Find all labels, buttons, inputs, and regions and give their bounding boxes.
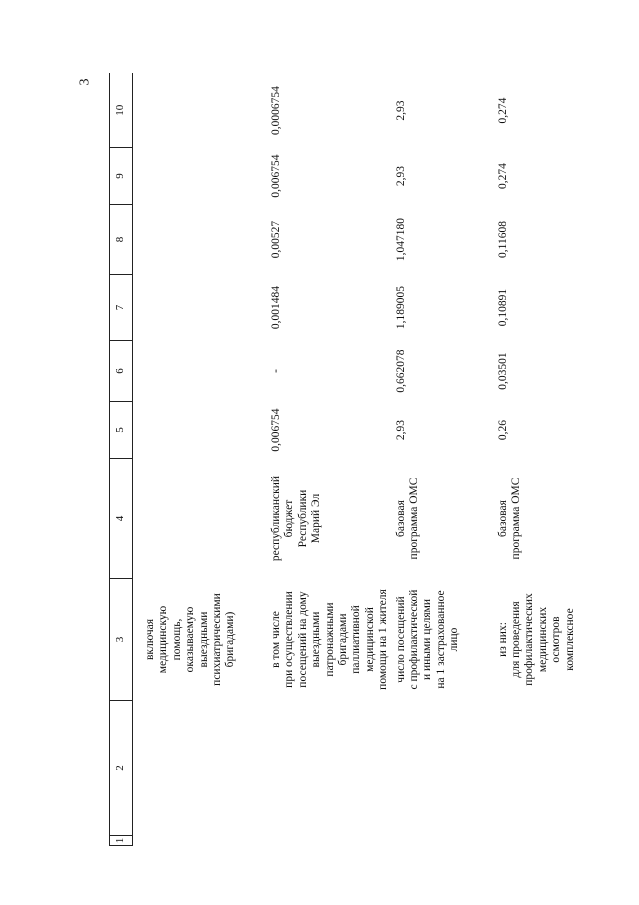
column-header-4: 4	[110, 459, 133, 579]
cell-col10: 0,0006754	[270, 86, 282, 135]
cell-col7: 1,189005	[394, 285, 407, 330]
column-header-7: 7	[110, 275, 133, 341]
description-line: психиатрическими	[211, 593, 224, 686]
cell-col8: 0,11608	[496, 221, 509, 258]
column-header-5: 5	[110, 402, 133, 459]
funding-line: республиканский	[270, 475, 282, 562]
cell-col2	[266, 701, 391, 836]
description-line: оказываемую	[184, 606, 197, 673]
column-header-8: 8	[110, 205, 133, 275]
cell-col1	[493, 836, 599, 846]
page-number: 3	[77, 78, 93, 86]
funding-line: программа ОМС	[510, 477, 523, 560]
rotated-table-container	[109, 74, 576, 846]
description-line: выездными	[310, 611, 323, 668]
cell-col8: 0,00527	[270, 220, 282, 259]
cell-col2	[133, 701, 267, 836]
description-line: помощи на 1 жителя	[377, 589, 390, 690]
cell-col9: 2,93	[394, 165, 407, 187]
cell-col8	[133, 205, 267, 275]
cell-col1	[133, 836, 267, 846]
cell-col2	[493, 701, 599, 836]
cell-col5: 0,006754	[270, 408, 282, 452]
cell-funding-source	[493, 459, 599, 579]
cell-description	[266, 579, 391, 701]
description-line: из них:	[496, 622, 509, 657]
column-header-10: 10	[110, 74, 133, 148]
description-line: осмотров	[550, 616, 563, 663]
cell-description	[133, 579, 267, 701]
description-line: профилактических	[523, 593, 536, 686]
description-line: бригадами)	[224, 611, 237, 668]
funding-line: бюджет	[283, 499, 296, 538]
description-line: медицинских	[536, 606, 549, 673]
cell-description	[391, 579, 493, 701]
cell-description	[493, 579, 599, 701]
cell-col6: 0,662078	[394, 349, 407, 393]
funding-line: Республики	[296, 489, 309, 548]
cell-col7	[133, 275, 267, 341]
cell-col10: 0,274	[496, 97, 509, 124]
description-line: помощь,	[170, 618, 183, 661]
cell-col9: 0,274	[496, 163, 509, 189]
cell-col5: 0,26	[496, 419, 509, 441]
description-line: и иными целями	[421, 598, 434, 681]
table-row	[493, 74, 599, 846]
cell-col10: 2,93	[394, 100, 407, 121]
table-row	[266, 74, 391, 846]
cell-col10	[133, 74, 267, 148]
funding-line: программа ОМС	[408, 477, 421, 560]
cell-col5	[133, 402, 267, 459]
description-line: комплексное	[563, 608, 576, 671]
description-line: при осуществлении	[283, 591, 296, 688]
cell-col1	[266, 836, 391, 846]
cell-funding-source	[133, 459, 267, 579]
data-table	[109, 74, 599, 847]
column-header-1: 1	[110, 836, 133, 846]
cell-col6: 0,03501	[496, 352, 509, 390]
cell-col9: 0,006754	[270, 154, 282, 198]
cell-col8: 1,047180	[394, 217, 407, 262]
description-line: лицо	[448, 627, 461, 652]
description-line: медицинскую	[157, 605, 170, 674]
table-row	[133, 74, 267, 846]
description-line: посещений на дому	[296, 591, 309, 688]
description-line: число посещений	[394, 596, 407, 683]
table-row	[391, 74, 493, 846]
description-line: медицинской	[363, 607, 376, 672]
funding-line: Марий Эл	[310, 493, 323, 544]
description-line: включая	[144, 618, 156, 661]
description-line: в том числе	[270, 611, 282, 668]
description-line: с профилактической	[408, 589, 421, 690]
funding-line: базовая	[394, 500, 407, 537]
cell-funding-source	[391, 459, 493, 579]
description-line: для проведения	[510, 601, 523, 678]
column-header-3: 3	[110, 579, 133, 701]
description-line: выездными	[197, 611, 210, 668]
column-header-9: 9	[110, 148, 133, 205]
cell-funding-source	[266, 459, 391, 579]
cell-col9	[133, 148, 267, 205]
column-header-6: 6	[110, 341, 133, 402]
funding-line: базовая	[496, 500, 509, 537]
cell-col7: 0,001484	[270, 285, 282, 330]
description-line: бригадами	[337, 613, 350, 666]
cell-col7: 0,10891	[496, 288, 509, 327]
cell-col5: 2,93	[394, 419, 407, 441]
description-line: паллиативной	[350, 605, 363, 674]
description-line: патронажными	[323, 602, 336, 677]
header-row	[110, 74, 133, 846]
cell-col6: -	[270, 369, 282, 373]
cell-col6	[133, 341, 267, 402]
column-header-2: 2	[110, 701, 133, 836]
description-line: на 1 застрахованное	[434, 590, 447, 689]
cell-col1	[391, 836, 493, 846]
cell-col2	[391, 701, 493, 836]
